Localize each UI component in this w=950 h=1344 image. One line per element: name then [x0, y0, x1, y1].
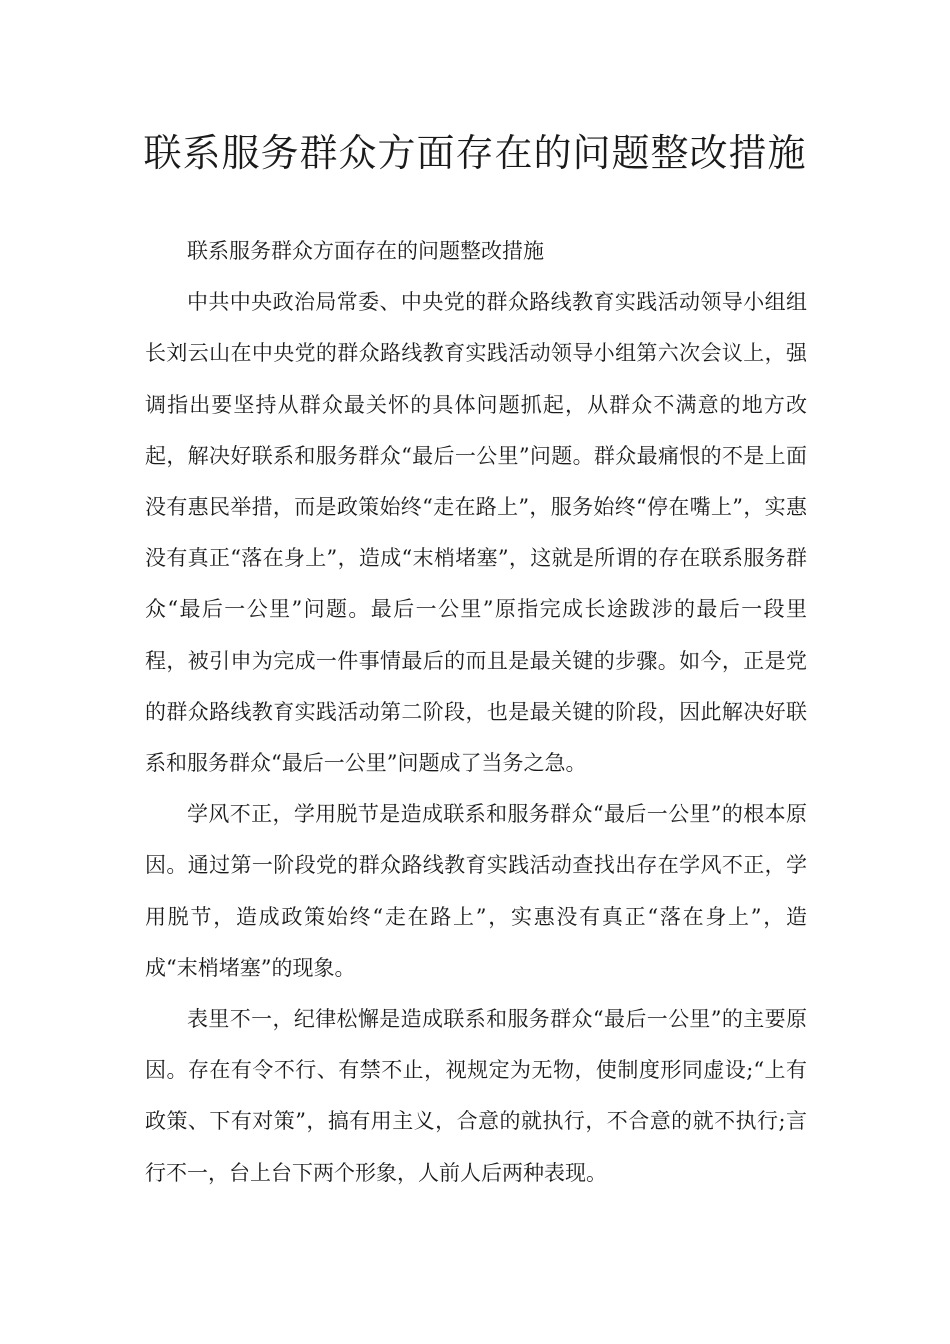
- paragraph-1: 中共中央政治局常委、中央党的群众路线教育实践活动领导小组组长刘云山在中央党的群众路线教育实践活动领导小组第六次会议上，强调指出要坚持从群众最关怀的具体问题抓起，从群众不满意的地方改起，解决好联系和服务群众“最后一公里”问题。群众最痛恨的不是上面没有惠民举措，而是政策始终“走在路上”，服务始终“停在嘴上”，实惠没有真正“落在身上”，造成“末梢堵塞”，这就是所谓的存在联系服务群众“最后一公里”问题。最后一公里”原指完成长途跋涉的最后一段里程，被引申为完成一件事情最后的而且是最关键的步骤。如今，正是党的群众路线教育实践活动第二阶段，也是最关键的阶段，因此解决好联系和服务群众“最后一公里”问题成了当务之急。: [145, 290, 807, 776]
- document-title: 联系服务群众方面存在的问题整改措施: [143, 131, 807, 175]
- document-body: [145, 226, 807, 1199]
- paragraph-3: 表里不一，纪律松懈是造成联系和服务群众“最后一公里”的主要原因。存在有令不行、有禁不止，视规定为无物，使制度形同虚设;“上有政策、下有对策”，搞有用主义，合意的就执行，不合意的就不执行;言行不一，台上台下两个形象，人前人后两种表现。: [145, 1007, 807, 1185]
- paragraph-2: 学风不正，学用脱节是造成联系和服务群众“最后一公里”的根本原因。通过第一阶段党的群众路线教育实践活动查找出存在学风不正，学用脱节，造成政策始终“走在路上”，实惠没有真正“落在身上”，造成“末梢堵塞”的现象。: [145, 802, 807, 980]
- paragraph-subtitle: 联系服务群众方面存在的问题整改措施: [187, 239, 544, 263]
